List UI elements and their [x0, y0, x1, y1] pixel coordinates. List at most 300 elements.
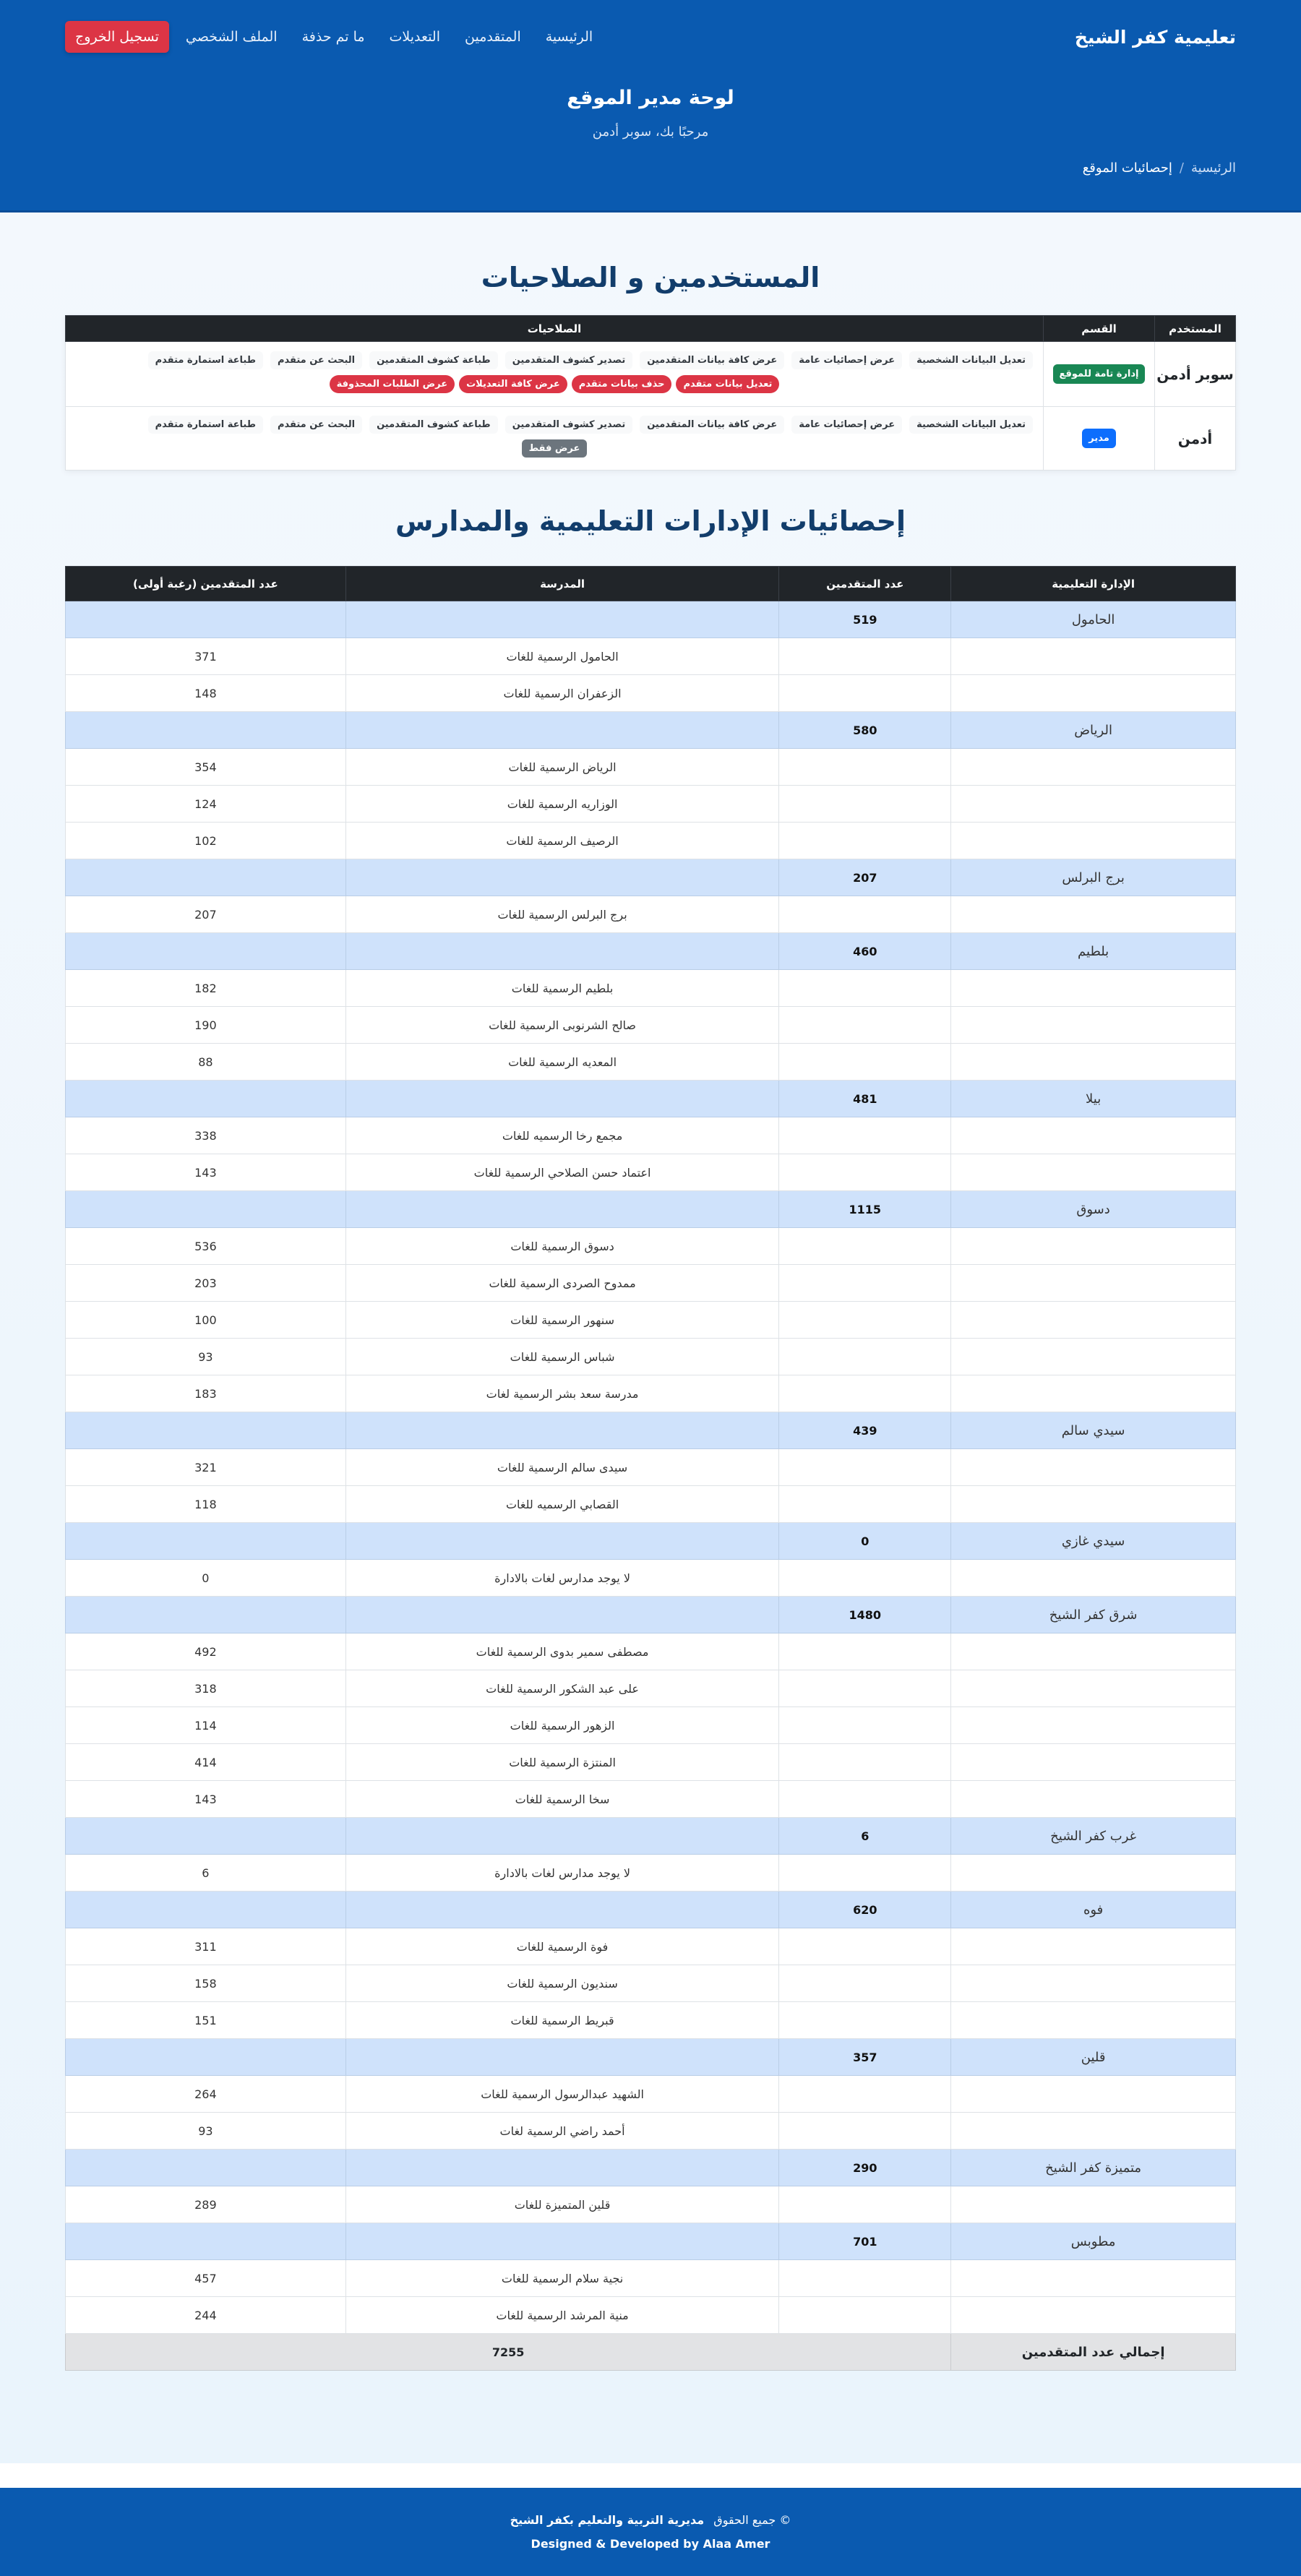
permission-badge: طباعة استمارة متقدم: [148, 416, 263, 434]
nav-deleted[interactable]: ما تم حذفة: [301, 29, 365, 45]
stats-section-title: إحصائيات الإدارات التعليمية والمدارس: [395, 505, 906, 537]
first-choice-count: 183: [66, 1375, 346, 1412]
school-name: القصابي الرسميه للغات: [345, 1486, 779, 1523]
permission-badge: عرض فقط: [522, 439, 588, 458]
empty-cell: [951, 1228, 1236, 1265]
col-school: المدرسة: [345, 567, 779, 601]
school-row: [66, 2260, 1236, 2297]
empty-cell: [779, 1928, 951, 1965]
school-name: منية المرشد الرسمية للغات: [345, 2297, 779, 2334]
empty-cell: [951, 1044, 1236, 1081]
permission-badge: تصدير كشوف المتقدمين: [505, 351, 633, 369]
permission-badge: طباعة كشوف المتقدمين: [369, 416, 498, 434]
extra-permissions: [76, 439, 1033, 458]
first-choice-count: 182: [66, 970, 346, 1007]
school-row: [66, 1007, 1236, 1044]
empty-cell: [951, 1707, 1236, 1744]
empty-cell: [66, 1892, 346, 1928]
empty-cell: [779, 2260, 951, 2297]
empty-cell: [951, 1744, 1236, 1781]
school-name: على عبد الشكور الرسمية للغات: [345, 1670, 779, 1707]
permission-badge: البحث عن متقدم: [270, 351, 362, 369]
administration-row: [66, 1818, 1236, 1855]
empty-cell: [951, 970, 1236, 1007]
school-name: سنديون الرسمية للغات: [345, 1965, 779, 2002]
permissions-cell: [66, 342, 1044, 407]
school-name: قلين المتميزة للغات: [345, 2186, 779, 2223]
role-badge: إدارة تامة للموقع: [1053, 364, 1146, 384]
school-row: [66, 1486, 1236, 1523]
first-choice-count: 88: [66, 1044, 346, 1081]
empty-cell: [345, 1081, 779, 1117]
school-row: [66, 1560, 1236, 1597]
first-choice-count: 148: [66, 675, 346, 712]
first-choice-count: 457: [66, 2260, 346, 2297]
administration-name: الرياض: [951, 712, 1236, 749]
administration-count: 207: [779, 859, 951, 896]
administration-count: 701: [779, 2223, 951, 2260]
breadcrumb-separator: /: [1179, 160, 1184, 176]
empty-cell: [951, 1007, 1236, 1044]
role-badge: مدير: [1082, 429, 1116, 448]
empty-cell: [345, 1412, 779, 1449]
permission-row: [66, 342, 1236, 407]
administration-count: 357: [779, 2039, 951, 2076]
school-name: لا يوجد مدارس لغات بالادارة: [345, 1855, 779, 1892]
nav-edits[interactable]: التعديلات: [389, 29, 440, 45]
permission-badge: تعديل البيانات الشخصية: [909, 416, 1033, 434]
empty-cell: [779, 1486, 951, 1523]
empty-cell: [779, 823, 951, 859]
empty-cell: [66, 712, 346, 749]
first-choice-count: 93: [66, 1339, 346, 1375]
empty-cell: [951, 1670, 1236, 1707]
page-header: [0, 0, 1301, 212]
school-name: المنتزة الرسمية للغات: [345, 1744, 779, 1781]
first-choice-count: 0: [66, 1560, 346, 1597]
school-row: [66, 1228, 1236, 1265]
school-row: [66, 1928, 1236, 1965]
empty-cell: [951, 1560, 1236, 1597]
logout-button[interactable]: تسجيل الخروج: [65, 21, 169, 53]
permission-badge: طباعة كشوف المتقدمين: [369, 351, 498, 369]
total-label: إجمالي عدد المتقدمين: [951, 2334, 1236, 2371]
empty-cell: [779, 1154, 951, 1191]
permission-badge: عرض إحصائيات عامة: [791, 416, 902, 434]
administration-name: برج البرلس: [951, 859, 1236, 896]
first-choice-count: 338: [66, 1117, 346, 1154]
school-name: برج البرلس الرسمية للغات: [345, 896, 779, 933]
empty-cell: [66, 2150, 346, 2186]
first-choice-count: 311: [66, 1928, 346, 1965]
permissions-header-row: [66, 316, 1236, 342]
administration-count: 0: [779, 1523, 951, 1560]
school-row: [66, 1781, 1236, 1818]
first-choice-count: 93: [66, 2113, 346, 2150]
school-row: [66, 1670, 1236, 1707]
empty-cell: [345, 1523, 779, 1560]
breadcrumb: [1083, 160, 1236, 176]
empty-cell: [951, 1302, 1236, 1339]
footer-copyright: [0, 2513, 1301, 2527]
school-name: فوة الرسمية للغات: [345, 1928, 779, 1965]
empty-cell: [951, 1633, 1236, 1670]
administration-count: 6: [779, 1818, 951, 1855]
breadcrumb-current: إحصائيات الموقع: [1082, 160, 1172, 176]
empty-cell: [779, 1449, 951, 1486]
common-permissions: [76, 351, 1033, 369]
school-row: [66, 1965, 1236, 2002]
school-name: الحامول الرسمية للغات: [345, 638, 779, 675]
permissions-cell: [66, 407, 1044, 471]
stats-header-row: [66, 567, 1236, 601]
empty-cell: [779, 2113, 951, 2150]
administration-count: 290: [779, 2150, 951, 2186]
administration-count: 481: [779, 1081, 951, 1117]
first-choice-count: 289: [66, 2186, 346, 2223]
empty-cell: [345, 2223, 779, 2260]
first-choice-count: 158: [66, 1965, 346, 2002]
first-choice-count: 492: [66, 1633, 346, 1670]
empty-cell: [66, 2223, 346, 2260]
school-name: قبريط الرسمية للغات: [345, 2002, 779, 2039]
empty-cell: [951, 896, 1236, 933]
administration-row: [66, 1523, 1236, 1560]
empty-cell: [345, 2150, 779, 2186]
role-cell: [1044, 407, 1155, 471]
administration-name: فوه: [951, 1892, 1236, 1928]
permission-badge: عرض إحصائيات عامة: [791, 351, 902, 369]
empty-cell: [779, 1375, 951, 1412]
school-name: دسوق الرسمية للغات: [345, 1228, 779, 1265]
administration-name: متميزة كفر الشيخ: [951, 2150, 1236, 2186]
school-name: سيدى سالم الرسمية للغات: [345, 1449, 779, 1486]
school-name: ممدوح الصردى الرسمية للغات: [345, 1265, 779, 1302]
first-choice-count: 102: [66, 823, 346, 859]
empty-cell: [345, 712, 779, 749]
empty-cell: [779, 1044, 951, 1081]
school-row: [66, 970, 1236, 1007]
administration-count: 1115: [779, 1191, 951, 1228]
permission-badge: تصدير كشوف المتقدمين: [505, 416, 633, 434]
school-row: [66, 638, 1236, 675]
administration-row: [66, 933, 1236, 970]
first-choice-count: 143: [66, 1154, 346, 1191]
first-choice-count: 6: [66, 1855, 346, 1892]
first-choice-count: 114: [66, 1707, 346, 1744]
permission-row: [66, 407, 1236, 471]
first-choice-count: 118: [66, 1486, 346, 1523]
nav-links: [65, 21, 605, 53]
empty-cell: [951, 1375, 1236, 1412]
main-content: [0, 212, 1301, 2463]
empty-cell: [779, 1302, 951, 1339]
navbar: [65, 20, 1236, 54]
school-row: [66, 1744, 1236, 1781]
school-name: الوزاريه الرسمية للغات: [345, 786, 779, 823]
administration-count: 460: [779, 933, 951, 970]
empty-cell: [66, 859, 346, 896]
school-row: [66, 896, 1236, 933]
empty-cell: [66, 1191, 346, 1228]
school-name: مدرسة سعد بشر الرسمية لغات: [345, 1375, 779, 1412]
empty-cell: [779, 1855, 951, 1892]
school-name: الزهور الرسمية للغات: [345, 1707, 779, 1744]
school-row: [66, 786, 1236, 823]
administration-row: [66, 1412, 1236, 1449]
empty-cell: [951, 2260, 1236, 2297]
empty-cell: [345, 2039, 779, 2076]
school-name: مجمع رخا الرسميه للغات: [345, 1117, 779, 1154]
first-choice-count: 190: [66, 1007, 346, 1044]
empty-cell: [779, 1228, 951, 1265]
empty-cell: [345, 601, 779, 638]
col-applicants-count: عدد المتقدمين: [779, 567, 951, 601]
administration-count: 1480: [779, 1597, 951, 1633]
empty-cell: [779, 2002, 951, 2039]
empty-cell: [951, 1154, 1236, 1191]
empty-cell: [951, 2076, 1236, 2113]
empty-cell: [66, 933, 346, 970]
administration-row: [66, 1892, 1236, 1928]
school-row: [66, 823, 1236, 859]
first-choice-count: 143: [66, 1781, 346, 1818]
administration-row: [66, 859, 1236, 896]
school-name: شباس الرسمية للغات: [345, 1339, 779, 1375]
administration-row: [66, 712, 1236, 749]
first-choice-count: 244: [66, 2297, 346, 2334]
col-user: المستخدم: [1155, 316, 1236, 342]
footer-org: مديرية التربية والتعليم بكفر الشيخ: [510, 2513, 705, 2527]
administration-name: مطوبس: [951, 2223, 1236, 2260]
empty-cell: [951, 1117, 1236, 1154]
empty-cell: [779, 1744, 951, 1781]
empty-cell: [779, 786, 951, 823]
school-row: [66, 1302, 1236, 1339]
administration-name: بيلا: [951, 1081, 1236, 1117]
administration-name: شرق كفر الشيخ: [951, 1597, 1236, 1633]
empty-cell: [66, 1597, 346, 1633]
brand-logo-link[interactable]: تعليمية كفر الشيخ: [1074, 26, 1236, 48]
col-first-choice: عدد المتقدمين (رغبة أولى): [66, 567, 346, 601]
school-row: [66, 1707, 1236, 1744]
school-row: [66, 2297, 1236, 2334]
empty-cell: [779, 2186, 951, 2223]
empty-cell: [779, 1965, 951, 2002]
school-row: [66, 749, 1236, 786]
empty-cell: [779, 1265, 951, 1302]
total-row: [66, 2334, 1236, 2371]
school-name: صالح الشرنوبى الرسمية للغات: [345, 1007, 779, 1044]
permission-badge: طباعة استمارة متقدم: [148, 351, 263, 369]
empty-cell: [779, 675, 951, 712]
nav-profile[interactable]: الملف الشخصي: [185, 29, 278, 45]
administration-row: [66, 1081, 1236, 1117]
page-title: لوحة مدير الموقع: [567, 87, 734, 109]
school-name: بلطيم الرسمية للغات: [345, 970, 779, 1007]
empty-cell: [951, 1965, 1236, 2002]
school-name: سخا الرسمية للغات: [345, 1781, 779, 1818]
administration-name: غرب كفر الشيخ: [951, 1818, 1236, 1855]
administration-row: [66, 2223, 1236, 2260]
empty-cell: [779, 1670, 951, 1707]
common-permissions: [76, 416, 1033, 434]
administration-name: بلطيم: [951, 933, 1236, 970]
first-choice-count: 536: [66, 1228, 346, 1265]
school-row: [66, 1044, 1236, 1081]
administration-row: [66, 1597, 1236, 1633]
first-choice-count: 321: [66, 1449, 346, 1486]
first-choice-count: 371: [66, 638, 346, 675]
school-row: [66, 1265, 1236, 1302]
school-name: اعتماد حسن الصلاحي الرسمية للغات: [345, 1154, 779, 1191]
empty-cell: [66, 1412, 346, 1449]
empty-cell: [951, 786, 1236, 823]
empty-cell: [951, 2186, 1236, 2223]
permissions-section-title: المستخدمين و الصلاحيات: [481, 262, 820, 293]
empty-cell: [345, 1818, 779, 1855]
permission-badge: البحث عن متقدم: [270, 416, 362, 434]
first-choice-count: 207: [66, 896, 346, 933]
administration-count: 519: [779, 601, 951, 638]
first-choice-count: 151: [66, 2002, 346, 2039]
empty-cell: [951, 1339, 1236, 1375]
permission-badge: حذف بيانات متقدم: [572, 375, 672, 393]
user-name: أدمن: [1155, 407, 1236, 471]
school-row: [66, 1339, 1236, 1375]
welcome-subtitle: مرحبًا بك، سوبر أدمن: [592, 124, 709, 139]
first-choice-count: 264: [66, 2076, 346, 2113]
empty-cell: [951, 1486, 1236, 1523]
school-row: [66, 2186, 1236, 2223]
school-row: [66, 1449, 1236, 1486]
empty-cell: [66, 1081, 346, 1117]
school-name: المعديه الرسمية للغات: [345, 1044, 779, 1081]
administration-name: سيدي سالم: [951, 1412, 1236, 1449]
administration-count: 439: [779, 1412, 951, 1449]
permission-badge: عرض كافة بيانات المتقدمين: [640, 351, 784, 369]
empty-cell: [66, 1523, 346, 1560]
school-name: نجية سلام الرسمية للغات: [345, 2260, 779, 2297]
permission-badge: عرض الطلبات المحذوفة: [330, 375, 455, 393]
empty-cell: [951, 1928, 1236, 1965]
permission-badge: تعديل البيانات الشخصية: [909, 351, 1033, 369]
empty-cell: [779, 638, 951, 675]
first-choice-count: 414: [66, 1744, 346, 1781]
empty-cell: [779, 970, 951, 1007]
school-row: [66, 1154, 1236, 1191]
administration-name: دسوق: [951, 1191, 1236, 1228]
col-administration: الإدارة التعليمية: [951, 567, 1236, 601]
empty-cell: [345, 933, 779, 970]
school-name: مصطفى سمير بدوى الرسمية للغات: [345, 1633, 779, 1670]
administration-count: 620: [779, 1892, 951, 1928]
extra-permissions: [76, 375, 1033, 393]
first-choice-count: 318: [66, 1670, 346, 1707]
empty-cell: [951, 2002, 1236, 2039]
administration-row: [66, 2150, 1236, 2186]
school-row: [66, 2076, 1236, 2113]
footer-credit: Designed & Developed by Alaa Amer: [531, 2537, 770, 2551]
administration-name: قلين: [951, 2039, 1236, 2076]
empty-cell: [951, 1781, 1236, 1818]
empty-cell: [779, 896, 951, 933]
footer: [0, 2488, 1301, 2576]
school-name: الشهيد عبدالرسول الرسمية للغات: [345, 2076, 779, 2113]
empty-cell: [951, 1449, 1236, 1486]
administration-row: [66, 1191, 1236, 1228]
empty-cell: [779, 1781, 951, 1818]
administration-row: [66, 2039, 1236, 2076]
empty-cell: [951, 675, 1236, 712]
permission-badge: عرض كافة التعديلات: [459, 375, 567, 393]
empty-cell: [779, 1339, 951, 1375]
empty-cell: [779, 2076, 951, 2113]
empty-cell: [345, 859, 779, 896]
role-cell: [1044, 342, 1155, 407]
permission-badge: عرض كافة بيانات المتقدمين: [640, 416, 784, 434]
administration-name: سيدي غازي: [951, 1523, 1236, 1560]
empty-cell: [779, 1007, 951, 1044]
user-name: سوبر أدمن: [1155, 342, 1236, 407]
administration-count: 580: [779, 712, 951, 749]
empty-cell: [951, 638, 1236, 675]
empty-cell: [779, 1117, 951, 1154]
school-row: [66, 2002, 1236, 2039]
copyright-text: © جميع الحقوق: [713, 2513, 791, 2527]
empty-cell: [779, 2297, 951, 2334]
empty-cell: [951, 823, 1236, 859]
first-choice-count: 124: [66, 786, 346, 823]
empty-cell: [66, 601, 346, 638]
school-row: [66, 1117, 1236, 1154]
col-department: القسم: [1044, 316, 1155, 342]
stats-table: [65, 566, 1236, 2371]
school-row: [66, 1855, 1236, 1892]
empty-cell: [345, 1892, 779, 1928]
nav-applicants[interactable]: المتقدمين: [465, 29, 521, 45]
empty-cell: [345, 1191, 779, 1228]
school-name: الرياض الرسمية للغات: [345, 749, 779, 786]
school-row: [66, 1375, 1236, 1412]
empty-cell: [66, 2039, 346, 2076]
empty-cell: [951, 2297, 1236, 2334]
nav-home[interactable]: الرئيسية: [545, 29, 593, 45]
total-value: 7255: [66, 2334, 951, 2371]
empty-cell: [951, 1855, 1236, 1892]
empty-cell: [779, 749, 951, 786]
first-choice-count: 203: [66, 1265, 346, 1302]
administration-name: الحامول: [951, 601, 1236, 638]
empty-cell: [779, 1560, 951, 1597]
administration-row: [66, 601, 1236, 638]
school-name: أحمد راضي الرسمية لغات: [345, 2113, 779, 2150]
empty-cell: [66, 1818, 346, 1855]
school-name: لا يوجد مدارس لغات بالادارة: [345, 1560, 779, 1597]
empty-cell: [951, 2113, 1236, 2150]
school-row: [66, 2113, 1236, 2150]
school-row: [66, 675, 1236, 712]
empty-cell: [951, 749, 1236, 786]
empty-cell: [345, 1597, 779, 1633]
permission-badge: تعديل بيانات متقدم: [676, 375, 779, 393]
breadcrumb-home[interactable]: الرئيسية: [1191, 160, 1236, 176]
school-row: [66, 1633, 1236, 1670]
school-name: الزعفران الرسمية للغات: [345, 675, 779, 712]
school-name: سنهور الرسمية للغات: [345, 1302, 779, 1339]
first-choice-count: 354: [66, 749, 346, 786]
empty-cell: [951, 1265, 1236, 1302]
